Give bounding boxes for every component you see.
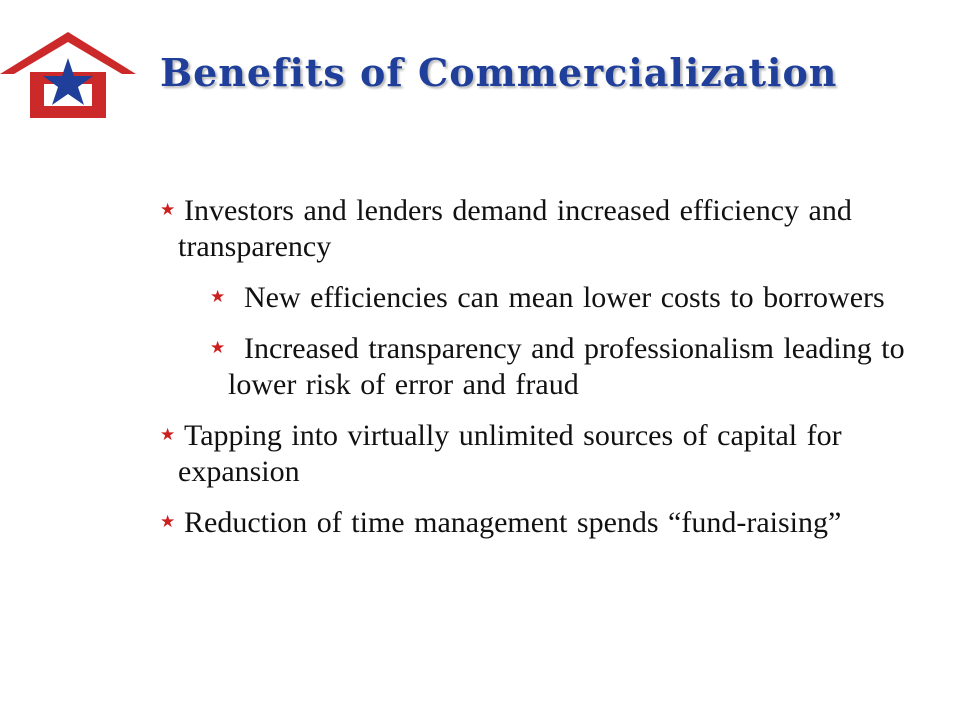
star-icon: ★	[160, 425, 176, 444]
bullet-text: Increased transparency and professionalism leading to lower risk of error and fraud	[228, 332, 905, 401]
bullet-text: Reduction of time management spends “fund-raising”	[184, 506, 842, 539]
bullet-item	[160, 504, 920, 541]
slide-title: Benefits of Commercialization	[160, 50, 838, 95]
sub-bullet-item	[210, 330, 920, 403]
sub-bullet-item	[210, 279, 920, 316]
house-star-icon	[0, 28, 138, 120]
star-icon: ★	[160, 512, 176, 531]
bullet-item	[160, 417, 920, 490]
star-icon: ★	[210, 287, 226, 306]
bullet-text: Tapping into virtually unlimited sources of capital for expansion	[178, 419, 842, 488]
star-icon: ★	[210, 338, 226, 357]
star-icon: ★	[160, 200, 176, 219]
bullet-text: Investors and lenders demand increased efficiency and transparency	[178, 194, 852, 263]
bullet-text: New efficiencies can mean lower costs to borrowers	[244, 281, 885, 314]
bullet-item	[160, 192, 920, 265]
bullet-list	[160, 192, 920, 555]
